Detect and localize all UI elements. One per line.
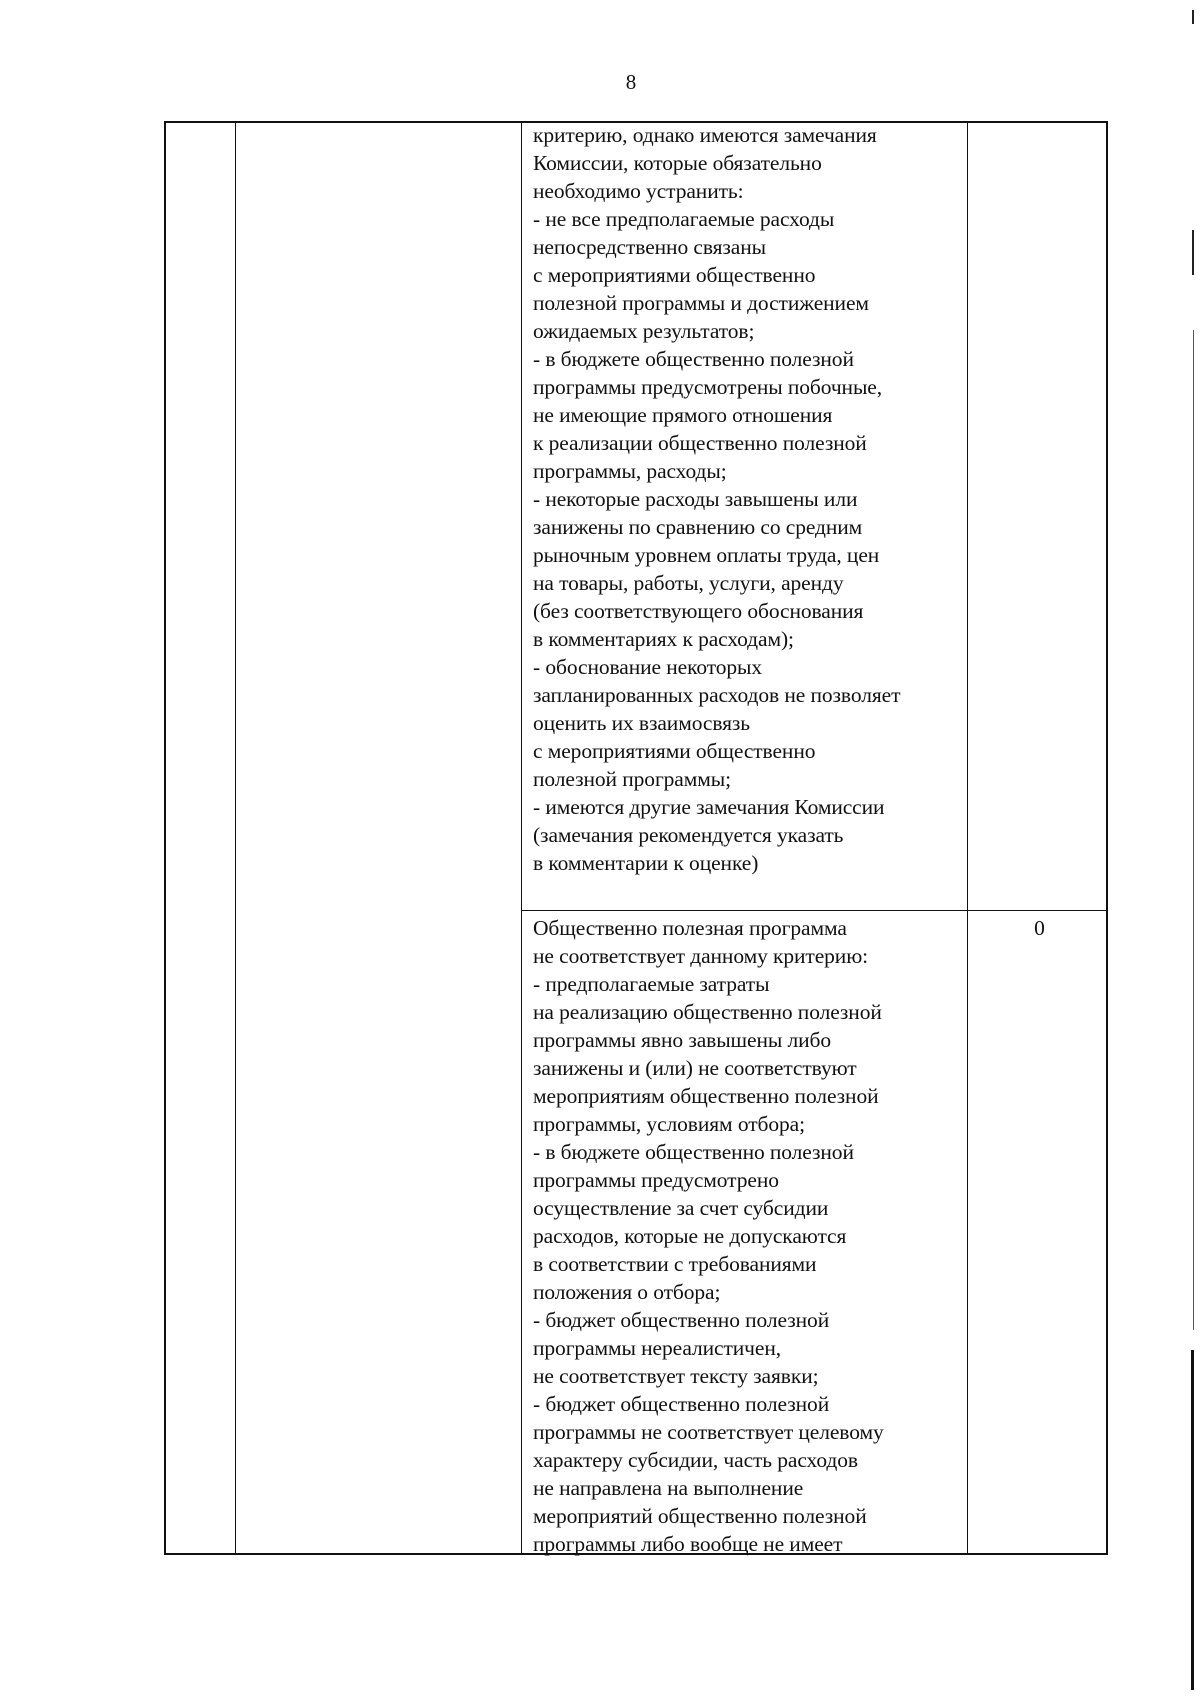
description-line: не имеющие прямого отношения: [533, 403, 833, 427]
description-line: занижены и (или) не соответствуют: [533, 1056, 857, 1080]
description-line: ожидаемых результатов;: [533, 319, 755, 343]
scan-edge-mark: [1191, 1350, 1194, 1690]
description-line: оценить их взаимосвязь: [533, 711, 750, 735]
scan-edge-mark: [1193, 330, 1195, 1330]
description-line: на товары, работы, услуги, аренду: [533, 571, 844, 595]
column-divider-3: [967, 123, 968, 1553]
description-line: программы предусмотрено: [533, 1168, 779, 1192]
criteria-description-1: [533, 121, 900, 877]
description-line: программы либо вообще не имеет: [533, 1532, 843, 1556]
description-line: программы, расходы;: [533, 459, 727, 483]
row-divider: [521, 910, 1106, 911]
description-line: программы явно завышены либо: [533, 1028, 832, 1052]
description-line: с мероприятиями общественно: [533, 739, 816, 763]
description-line: расходов, которые не допускаются: [533, 1224, 847, 1248]
description-line: - в бюджете общественно полезной: [533, 347, 854, 371]
scan-edge-mark: [1192, 230, 1194, 275]
description-line: программы не соответствует целевому: [533, 1420, 884, 1444]
description-line: программы нереалистичен,: [533, 1336, 781, 1360]
criteria-description-2: [533, 914, 884, 1558]
description-line: (замечания рекомендуется указать: [533, 823, 844, 847]
description-line: рыночным уровнем оплаты труда, цен: [533, 543, 880, 567]
description-line: запланированных расходов не позволяет: [533, 683, 901, 707]
description-line: необходимо устранить:: [533, 179, 744, 203]
description-line: критерию, однако имеются замечания: [533, 123, 877, 147]
description-line: - обоснование некоторых: [533, 655, 763, 679]
description-line: с мероприятиями общественно: [533, 263, 816, 287]
description-line: мероприятий общественно полезной: [533, 1504, 867, 1528]
column-divider-2: [521, 123, 522, 1553]
description-line: мероприятиям общественно полезной: [533, 1084, 879, 1108]
description-line: к реализации общественно полезной: [533, 431, 867, 455]
description-line: в комментариях к расходам);: [533, 627, 794, 651]
description-line: на реализацию общественно полезной: [533, 1000, 882, 1024]
description-line: полезной программы и достижением: [533, 291, 869, 315]
description-line: не соответствует тексту заявки;: [533, 1364, 819, 1388]
criteria-score-2: 0: [1034, 916, 1045, 940]
description-line: программы предусмотрены побочные,: [533, 375, 883, 399]
description-line: - не все предполагаемые расходы: [533, 207, 835, 231]
description-line: осуществление за счет субсидии: [533, 1196, 829, 1220]
description-line: не направлена на выполнение: [533, 1476, 804, 1500]
description-line: занижены по сравнению со средним: [533, 515, 863, 539]
description-line: в соответствии с требованиями: [533, 1252, 817, 1276]
description-line: Комиссии, которые обязательно: [533, 151, 822, 175]
description-line: - некоторые расходы завышены или: [533, 487, 858, 511]
description-line: непосредственно связаны: [533, 235, 766, 259]
description-line: - бюджет общественно полезной: [533, 1308, 830, 1332]
description-line: не соответствует данному критерию:: [533, 944, 869, 968]
description-line: - предполагаемые затраты: [533, 972, 770, 996]
description-line: положения о отбора;: [533, 1280, 721, 1304]
description-line: - в бюджете общественно полезной: [533, 1140, 854, 1164]
page-number: 8: [625, 70, 637, 94]
description-line: Общественно полезная программа: [533, 916, 847, 940]
column-divider-1: [235, 123, 236, 1553]
description-line: - имеются другие замечания Комиссии: [533, 795, 885, 819]
criteria-table: [164, 121, 1108, 1555]
description-line: программы, условиям отбора;: [533, 1112, 805, 1136]
description-line: полезной программы;: [533, 767, 731, 791]
description-line: характеру субсидии, часть расходов: [533, 1448, 858, 1472]
description-line: - бюджет общественно полезной: [533, 1392, 830, 1416]
description-line: в комментарии к оценке): [533, 851, 759, 875]
description-line: (без соответствующего обоснования: [533, 599, 864, 623]
scan-edge-mark: [1192, 10, 1194, 24]
